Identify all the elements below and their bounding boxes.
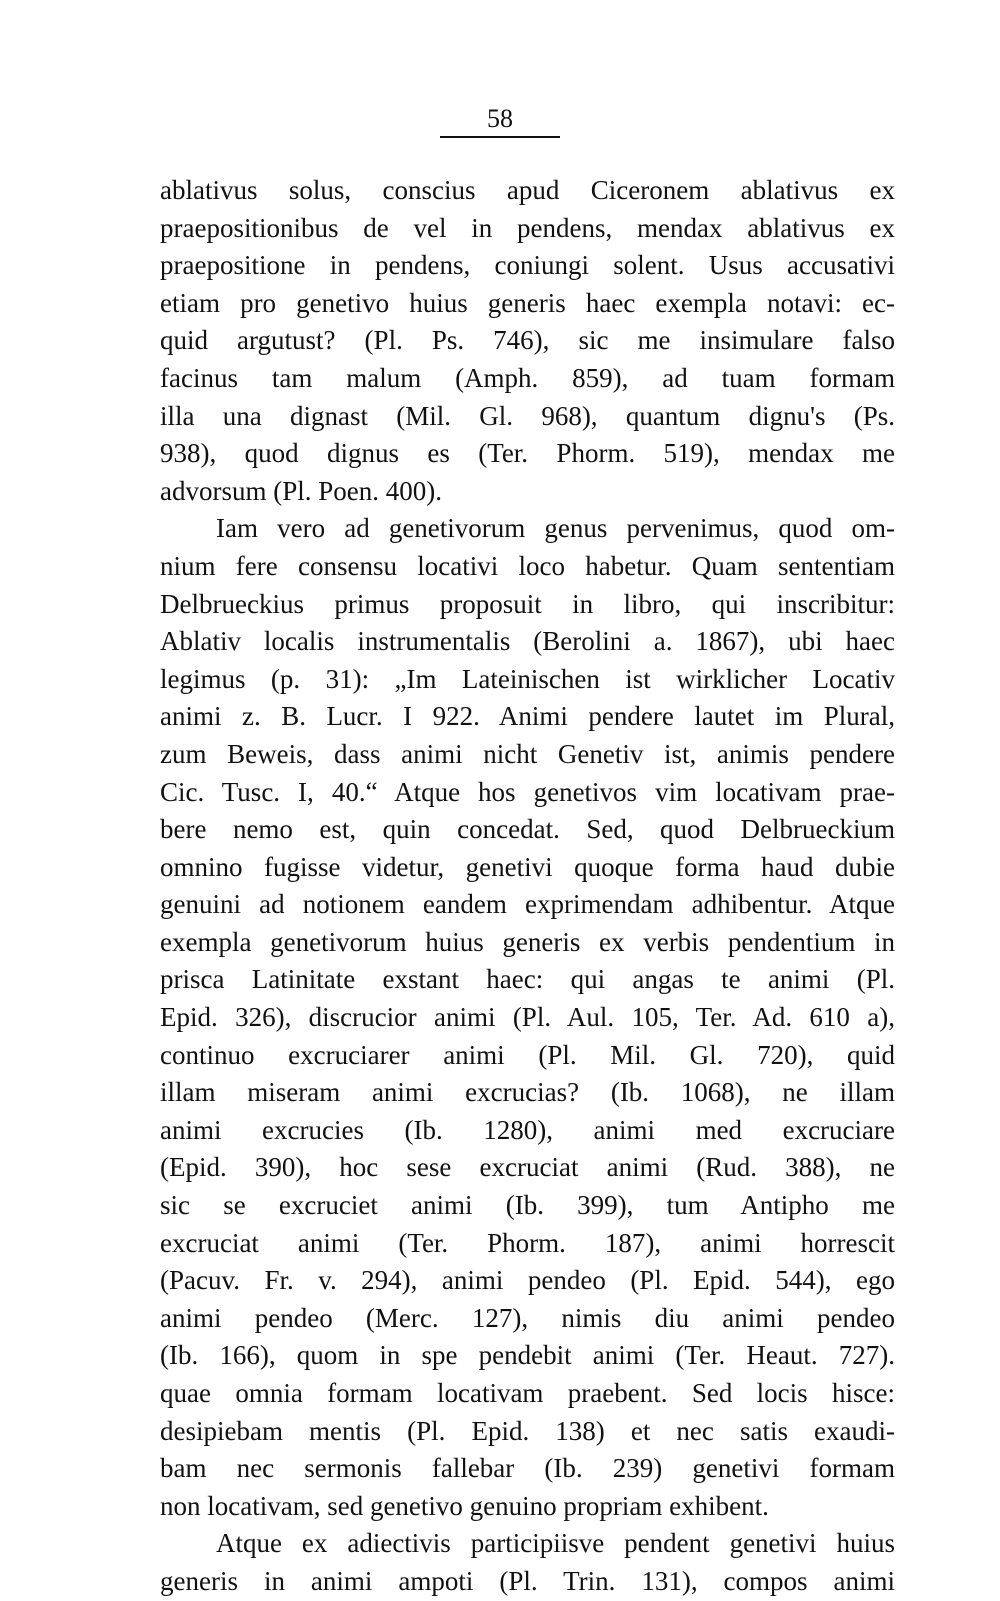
text-line: illam miseram animi excrucias? (Ib. 1068), ne illam xyxy=(160,1077,895,1108)
text-line: animi z. B. Lucr. I 922. Animi pendere lautet im Plural, xyxy=(160,701,895,732)
text-line: etiam pro genetivo huius generis haec exempla notavi: ec- xyxy=(160,287,895,318)
text-line: facinus tam malum (Amph. 859), ad tuam formam xyxy=(160,362,895,393)
text-line: 938), quod dignus es (Ter. Phorm. 519), mendax me xyxy=(160,438,895,469)
text-line: Delbrueckius primus proposuit in libro, qui inscribitur: xyxy=(160,588,895,619)
text-line: omnino fugisse videtur, genetivi quoque forma haud dubie xyxy=(160,851,895,882)
text-line: (Ib. 166), quom in spe pendebit animi (Ter. Heaut. 727). xyxy=(160,1340,895,1371)
text-line: (Epid. 390), hoc sese excruciat animi (Rud. 388), ne xyxy=(160,1152,895,1183)
text-line: quae omnia formam locativam praebent. Sed locis hisce: xyxy=(160,1378,895,1408)
text-line: (Pacuv. Fr. v. 294), animi pendeo (Pl. Epid. 544), ego xyxy=(160,1265,895,1296)
text-line: prisca Latinitate exstant haec: qui angas te animi (Pl. xyxy=(160,964,895,995)
text-line: excruciat animi (Ter. Phorm. 187), animi horrescit xyxy=(160,1227,895,1258)
text-line: sic se excruciet animi (Ib. 399), tum Antipho me xyxy=(160,1190,895,1221)
text-line: Epid. 326), discrucior animi (Pl. Aul. 105, Ter. Ad. 610 a), xyxy=(160,1002,895,1033)
text-line: Atque ex adiectivis participiisve pendent genetivi huius xyxy=(216,1528,895,1559)
body-text xyxy=(160,172,895,1601)
text-line: praepositione in pendens, coniungi solent. Usus accusativi xyxy=(160,250,895,281)
text-line: bam nec sermonis fallebar (Ib. 239) genetivi formam xyxy=(160,1453,895,1484)
text-line: Ablativ localis instrumentalis (Berolini a. 1867), ubi haec xyxy=(160,626,895,657)
text-line: zum Beweis, dass animi nicht Genetiv ist, animis pendere xyxy=(160,738,895,769)
text-line: non locativam, sed genetivo genuino propriam exhibent. xyxy=(160,1490,769,1521)
text-line: generis in animi ampoti (Pl. Trin. 131), compos animi xyxy=(160,1565,895,1596)
text-line: legimus (p. 31): „Im Lateinischen ist wirklicher Locativ xyxy=(160,663,895,694)
text-line: continuo excruciarer animi (Pl. Mil. Gl. 720), quid xyxy=(160,1039,895,1070)
text-line: bere nemo est, quin concedat. Sed, quod Delbrueckium xyxy=(160,814,895,845)
text-line: Iam vero ad genetivorum genus pervenimus, quod om- xyxy=(216,513,895,544)
text-line: illa una dignast (Mil. Gl. 968), quantum dignu's (Ps. xyxy=(160,400,895,431)
text-line: Cic. Tusc. I, 40.“ Atque hos genetivos vim locativam prae- xyxy=(160,776,895,807)
text-line: advorsum (Pl. Poen. 400). xyxy=(160,475,442,506)
text-line: animi excrucies (Ib. 1280), animi med excruciare xyxy=(160,1114,895,1145)
text-line: nium fere consensu locativi loco habetur. Quam sententiam xyxy=(160,550,895,581)
page-number: 58 xyxy=(440,104,560,138)
text-line: animi pendeo (Merc. 127), nimis diu animi pendeo xyxy=(160,1302,895,1333)
text-line: exempla genetivorum huius generis ex verbis pendentium in xyxy=(160,926,895,957)
text-line: praepositionibus de vel in pendens, mendax ablativus ex xyxy=(160,212,895,243)
text-line: desipiebam mentis (Pl. Epid. 138) et nec satis exaudi- xyxy=(160,1415,895,1446)
text-line: ablativus solus, conscius apud Ciceronem ablativus ex xyxy=(160,175,895,205)
text-line: quid argutust? (Pl. Ps. 746), sic me insimulare falso xyxy=(160,325,895,356)
text-line: genuini ad notionem eandem exprimendam adhibentur. Atque xyxy=(160,889,895,920)
